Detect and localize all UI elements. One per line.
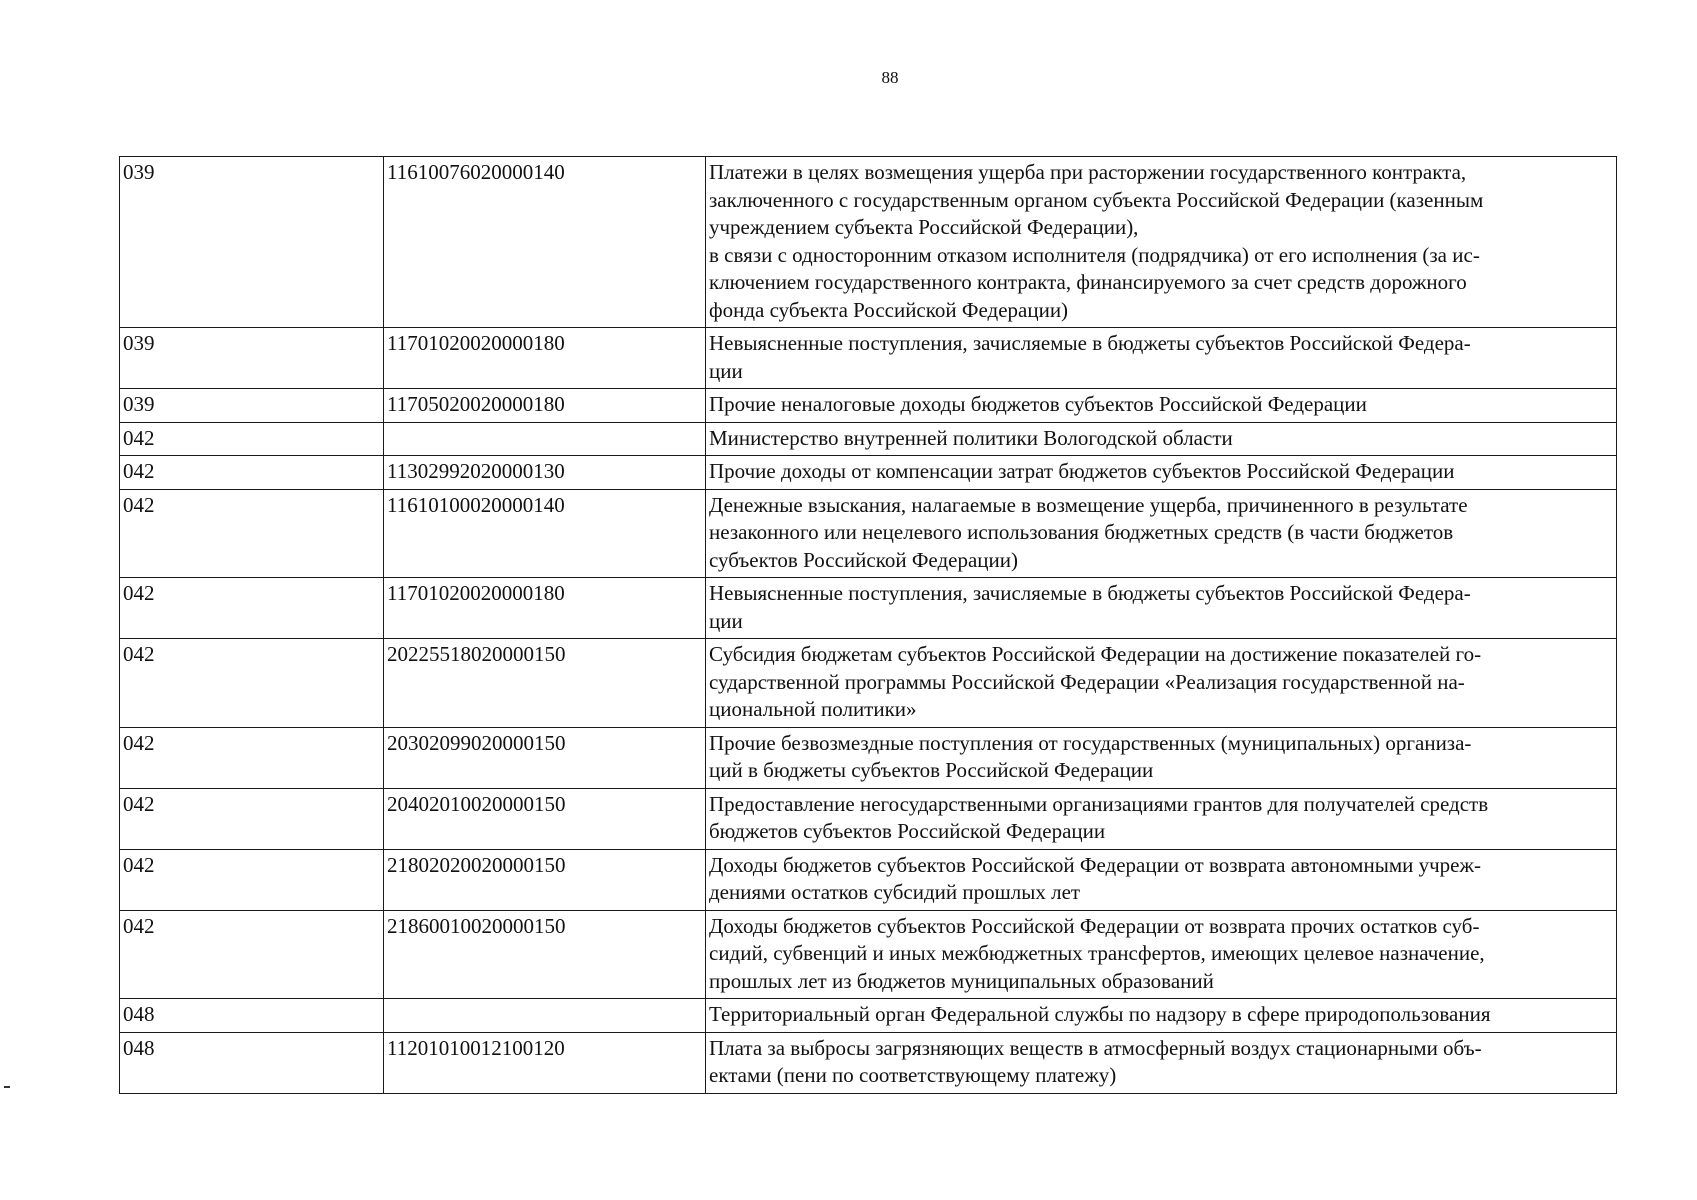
budget-code-cell: 21802020020000150 bbox=[384, 849, 706, 910]
description-line: Предоставление негосударственными организациями грантов для получателей средств bbox=[709, 791, 1489, 816]
description-cell bbox=[706, 157, 1617, 328]
description-line: Прочие безвозмездные поступления от государственных (муниципальных) организа- bbox=[709, 730, 1472, 755]
description-cell bbox=[706, 1032, 1617, 1093]
description-line: Плата за выбросы загрязняющих веществ в атмосферный воздух стационарными объ- bbox=[709, 1035, 1482, 1060]
description-line: заключенного с государственным органом субъекта Российской Федерации (казенным bbox=[709, 187, 1484, 212]
description-cell bbox=[706, 328, 1617, 389]
description-cell bbox=[706, 389, 1617, 423]
description-cell bbox=[706, 639, 1617, 728]
description-cell bbox=[706, 489, 1617, 578]
description-line: дениями остатков субсидий прошлых лет bbox=[709, 880, 1081, 904]
table-row bbox=[120, 999, 1617, 1033]
budget-code-cell: 11302992020000130 bbox=[384, 456, 706, 490]
admin-code-cell: 042 bbox=[120, 639, 384, 728]
table-row bbox=[120, 389, 1617, 423]
description-cell bbox=[706, 910, 1617, 999]
description-line: сударственной программы Российской Федерации «Реализация государственной на- bbox=[709, 669, 1465, 694]
description-line: Доходы бюджетов субъектов Российской Федерации от возврата автономными учреж- bbox=[709, 852, 1481, 877]
scan-edge-mark bbox=[4, 1086, 10, 1088]
revenue-code-table bbox=[119, 156, 1617, 1094]
table-row bbox=[120, 727, 1617, 788]
budget-code-cell bbox=[384, 422, 706, 456]
description-line: Невыясненные поступления, зачисляемые в бюджеты субъектов Российской Федера- bbox=[709, 581, 1471, 605]
admin-code-cell: 042 bbox=[120, 849, 384, 910]
budget-code-cell: 20402010020000150 bbox=[384, 788, 706, 849]
description-line: бюджетов субъектов Российской Федерации bbox=[709, 819, 1106, 843]
description-line: ции bbox=[709, 358, 743, 383]
page-number: 88 bbox=[881, 68, 899, 87]
description-line: в связи с односторонним отказом исполнителя (подрядчика) от его исполнения (за ис- bbox=[709, 242, 1480, 267]
budget-code-cell: 21860010020000150 bbox=[384, 910, 706, 999]
description-line: Территориальный орган Федеральной службы по надзору в сфере природопользования bbox=[709, 1002, 1491, 1026]
admin-code-cell: 042 bbox=[120, 788, 384, 849]
budget-code-cell: 11610100020000140 bbox=[384, 489, 706, 578]
table-row bbox=[120, 489, 1617, 578]
budget-code-cell: 11610076020000140 bbox=[384, 157, 706, 328]
description-cell bbox=[706, 999, 1617, 1033]
description-line: учреждением субъекта Российской Федерации), bbox=[709, 215, 1139, 239]
admin-code-cell: 042 bbox=[120, 456, 384, 490]
description-line: Доходы бюджетов субъектов Российской Федерации от возврата прочих остатков суб- bbox=[709, 913, 1480, 938]
description-line: Субсидия бюджетам субъектов Российской Федерации на достижение показателей го- bbox=[709, 642, 1482, 666]
description-line: ций в бюджеты субъектов Российской Федерации bbox=[709, 758, 1154, 782]
table-row bbox=[120, 910, 1617, 999]
admin-code-cell: 042 bbox=[120, 489, 384, 578]
table-row bbox=[120, 578, 1617, 639]
admin-code-cell: 042 bbox=[120, 727, 384, 788]
admin-code-cell: 039 bbox=[120, 328, 384, 389]
description-cell bbox=[706, 788, 1617, 849]
description-line: ключением государственного контракта, финансируемого за счет средств дорожного bbox=[709, 270, 1467, 294]
table-row bbox=[120, 328, 1617, 389]
description-cell bbox=[706, 727, 1617, 788]
budget-code-cell bbox=[384, 999, 706, 1033]
description-cell bbox=[706, 422, 1617, 456]
description-line: сидий, субвенций и иных межбюджетных трансфертов, имеющих целевое назначение, bbox=[709, 941, 1485, 965]
admin-code-cell: 042 bbox=[120, 422, 384, 456]
table-row bbox=[120, 456, 1617, 490]
table-row bbox=[120, 849, 1617, 910]
admin-code-cell: 048 bbox=[120, 999, 384, 1033]
description-cell bbox=[706, 578, 1617, 639]
budget-code-cell: 11701020020000180 bbox=[384, 578, 706, 639]
description-line: Денежные взыскания, налагаемые в возмещение ущерба, причиненного в результате bbox=[709, 492, 1468, 517]
table-row bbox=[120, 157, 1617, 328]
table-body bbox=[120, 157, 1617, 1094]
description-line: Невыясненные поступления, зачисляемые в бюджеты субъектов Российской Федера- bbox=[709, 331, 1471, 355]
description-line: Прочие доходы от компенсации затрат бюджетов субъектов Российской Федерации bbox=[709, 459, 1455, 483]
description-line: ции bbox=[709, 608, 743, 633]
admin-code-cell: 039 bbox=[120, 157, 384, 328]
table-row bbox=[120, 422, 1617, 456]
description-line: ектами (пени по соответствующему платежу) bbox=[709, 1063, 1117, 1087]
budget-code-cell: 11701020020000180 bbox=[384, 328, 706, 389]
description-line: субъектов Российской Федерации) bbox=[709, 547, 1019, 572]
description-line: Прочие неналоговые доходы бюджетов субъектов Российской Федерации bbox=[709, 392, 1367, 416]
admin-code-cell: 042 bbox=[120, 910, 384, 999]
admin-code-cell: 039 bbox=[120, 389, 384, 423]
description-line: прошлых лет из бюджетов муниципальных образований bbox=[709, 968, 1214, 993]
admin-code-cell: 042 bbox=[120, 578, 384, 639]
description-cell bbox=[706, 456, 1617, 490]
description-line: фонда субъекта Российской Федерации) bbox=[709, 297, 1069, 322]
budget-code-cell: 20225518020000150 bbox=[384, 639, 706, 728]
description-line: незаконного или нецелевого использования бюджетных средств (в части бюджетов bbox=[709, 520, 1454, 544]
description-cell bbox=[706, 849, 1617, 910]
description-line: Платежи в целях возмещения ущерба при расторжении государственного контракта, bbox=[709, 160, 1467, 184]
table-row bbox=[120, 639, 1617, 728]
description-line: циональной политики» bbox=[709, 697, 917, 721]
budget-code-cell: 20302099020000150 bbox=[384, 727, 706, 788]
table-row bbox=[120, 788, 1617, 849]
budget-code-cell: 11705020020000180 bbox=[384, 389, 706, 423]
admin-code-cell: 048 bbox=[120, 1032, 384, 1093]
budget-code-cell: 11201010012100120 bbox=[384, 1032, 706, 1093]
table-row bbox=[120, 1032, 1617, 1093]
description-line: Министерство внутренней политики Вологодской области bbox=[709, 425, 1233, 450]
